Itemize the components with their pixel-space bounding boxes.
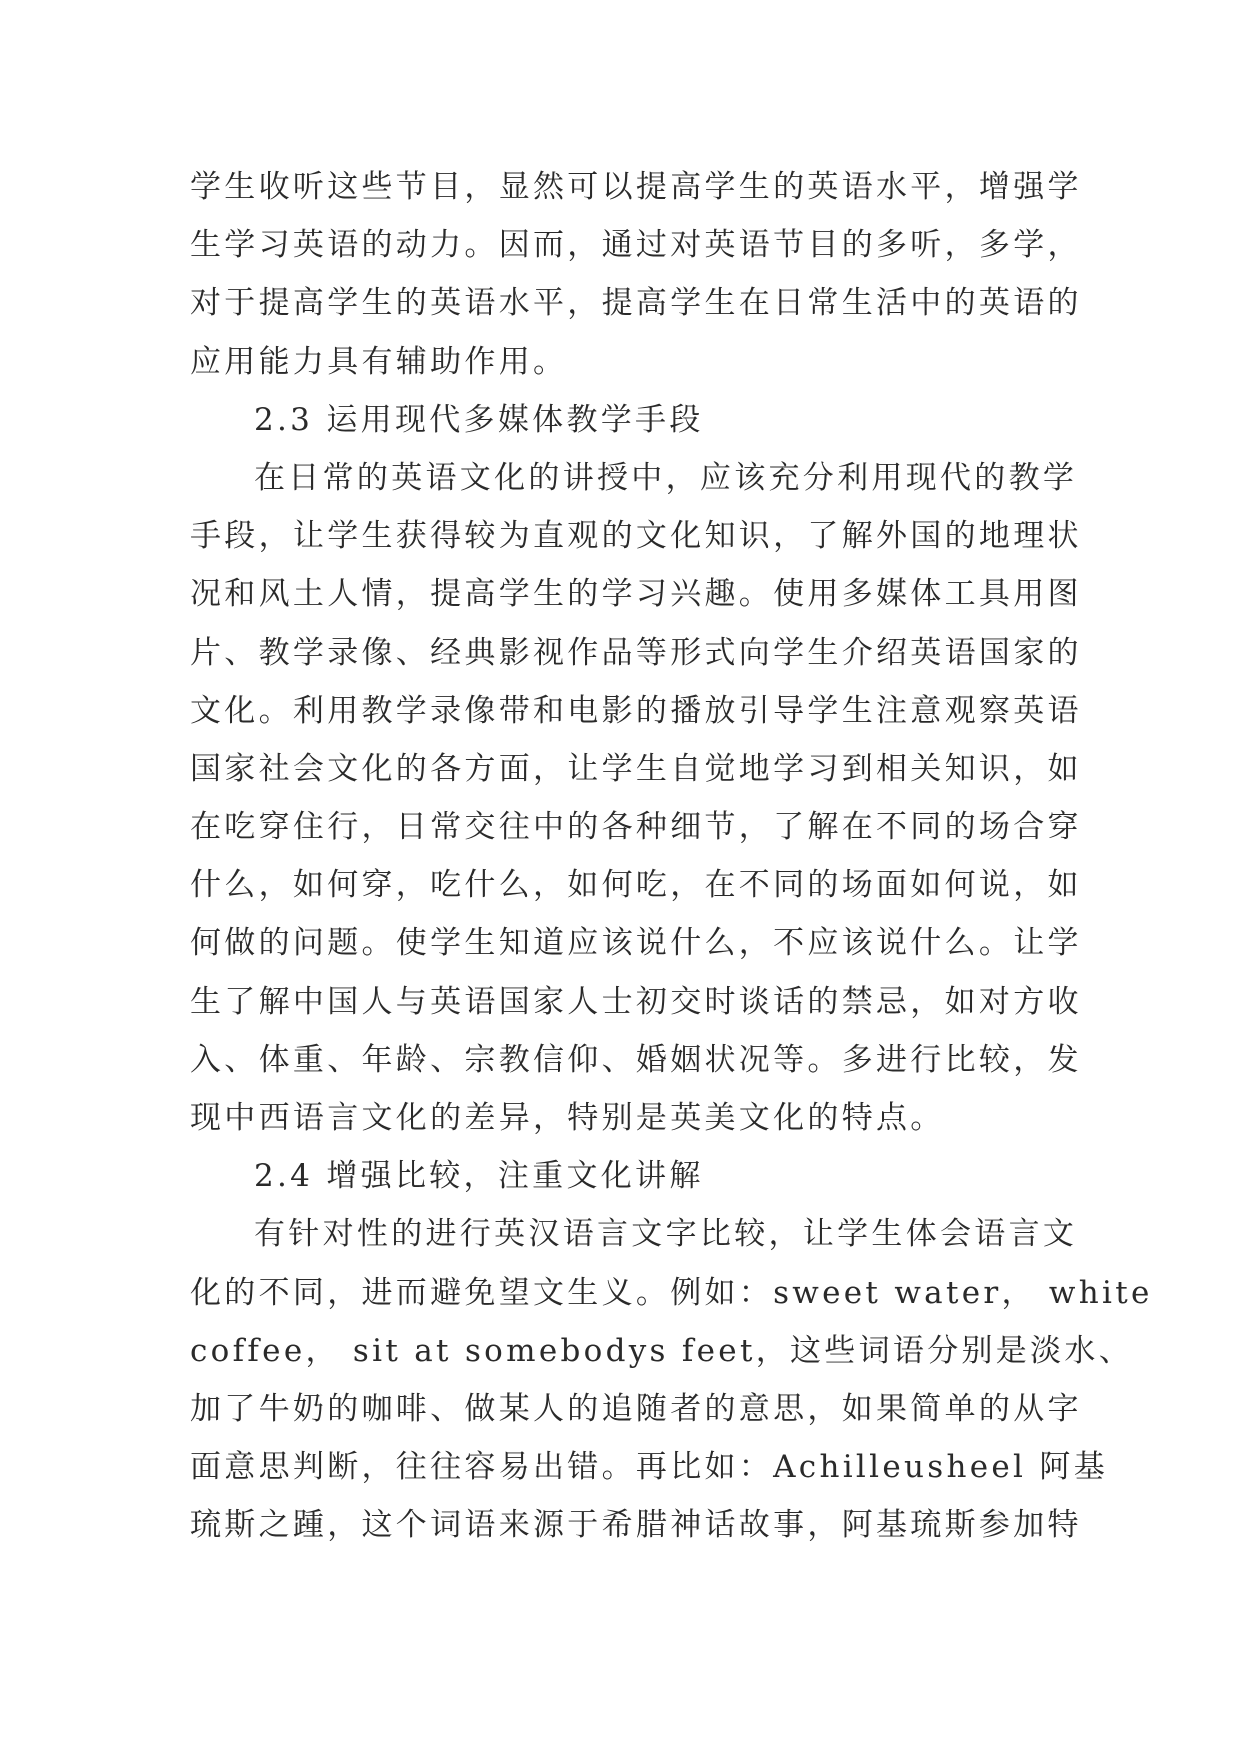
text-line: 片、教学录像、经典影视作品等形式向学生介绍英语国家的 (190, 634, 1082, 671)
section-heading-2-3: 2.3 运用现代多媒体教学手段 (254, 401, 704, 438)
text-line: 对于提高学生的英语水平，提高学生在日常生活中的英语的 (190, 285, 1082, 322)
text-line: 有针对性的进行英汉语言文字比较，让学生体会语言文 (254, 1216, 1078, 1253)
text-line: 面意思判断，往往容易出错。再比如：Achilleusheel 阿基 (190, 1449, 1109, 1486)
text-line: 国家社会文化的各方面，让学生自觉地学习到相关知识，如 (190, 750, 1082, 787)
text-line: 什么，如何穿，吃什么，如何吃，在不同的场面如何说，如 (190, 867, 1082, 904)
text-line: 在日常的英语文化的讲授中，应该充分利用现代的教学 (254, 459, 1078, 496)
text-line: 生学习英语的动力。因而，通过对英语节目的多听，多学， (190, 227, 1082, 264)
text-line: 学生收听这些节目，显然可以提高学生的英语水平，增强学 (190, 169, 1082, 205)
text-line: 应用能力具有辅助作用。 (190, 343, 568, 380)
section-heading-2-4: 2.4 增强比较，注重文化讲解 (254, 1158, 704, 1195)
text-line: coffee， sit at somebodys feet，这些词语分别是淡水、 (190, 1332, 1134, 1369)
text-line: 况和风土人情，提高学生的学习兴趣。使用多媒体工具用图 (190, 576, 1082, 613)
text-line: 何做的问题。使学生知道应该说什么，不应该说什么。让学 (190, 925, 1082, 962)
document-body (190, 158, 1153, 1555)
text-line: 加了牛奶的咖啡、做某人的追随者的意思，如果简单的从字 (190, 1390, 1082, 1427)
text-line: 文化。利用教学录像带和电影的播放引导学生注意观察英语 (190, 692, 1082, 729)
text-line: 化的不同，进而避免望文生义。例如：sweet water， white (190, 1274, 1153, 1311)
text-line: 生了解中国人与英语国家人士初交时谈话的禁忌，如对方收 (190, 983, 1082, 1020)
text-line: 现中西语言文化的差异，特别是英美文化的特点。 (190, 1100, 945, 1136)
text-line: 在吃穿住行，日常交往中的各种细节，了解在不同的场合穿 (190, 809, 1082, 846)
text-line: 琉斯之踵，这个词语来源于希腊神话故事，阿基琉斯参加特 (190, 1507, 1082, 1544)
text-line: 入、体重、年龄、宗教信仰、婚姻状况等。多进行比较，发 (190, 1041, 1082, 1078)
text-line: 手段，让学生获得较为直观的文化知识，了解外国的地理状 (190, 518, 1082, 555)
